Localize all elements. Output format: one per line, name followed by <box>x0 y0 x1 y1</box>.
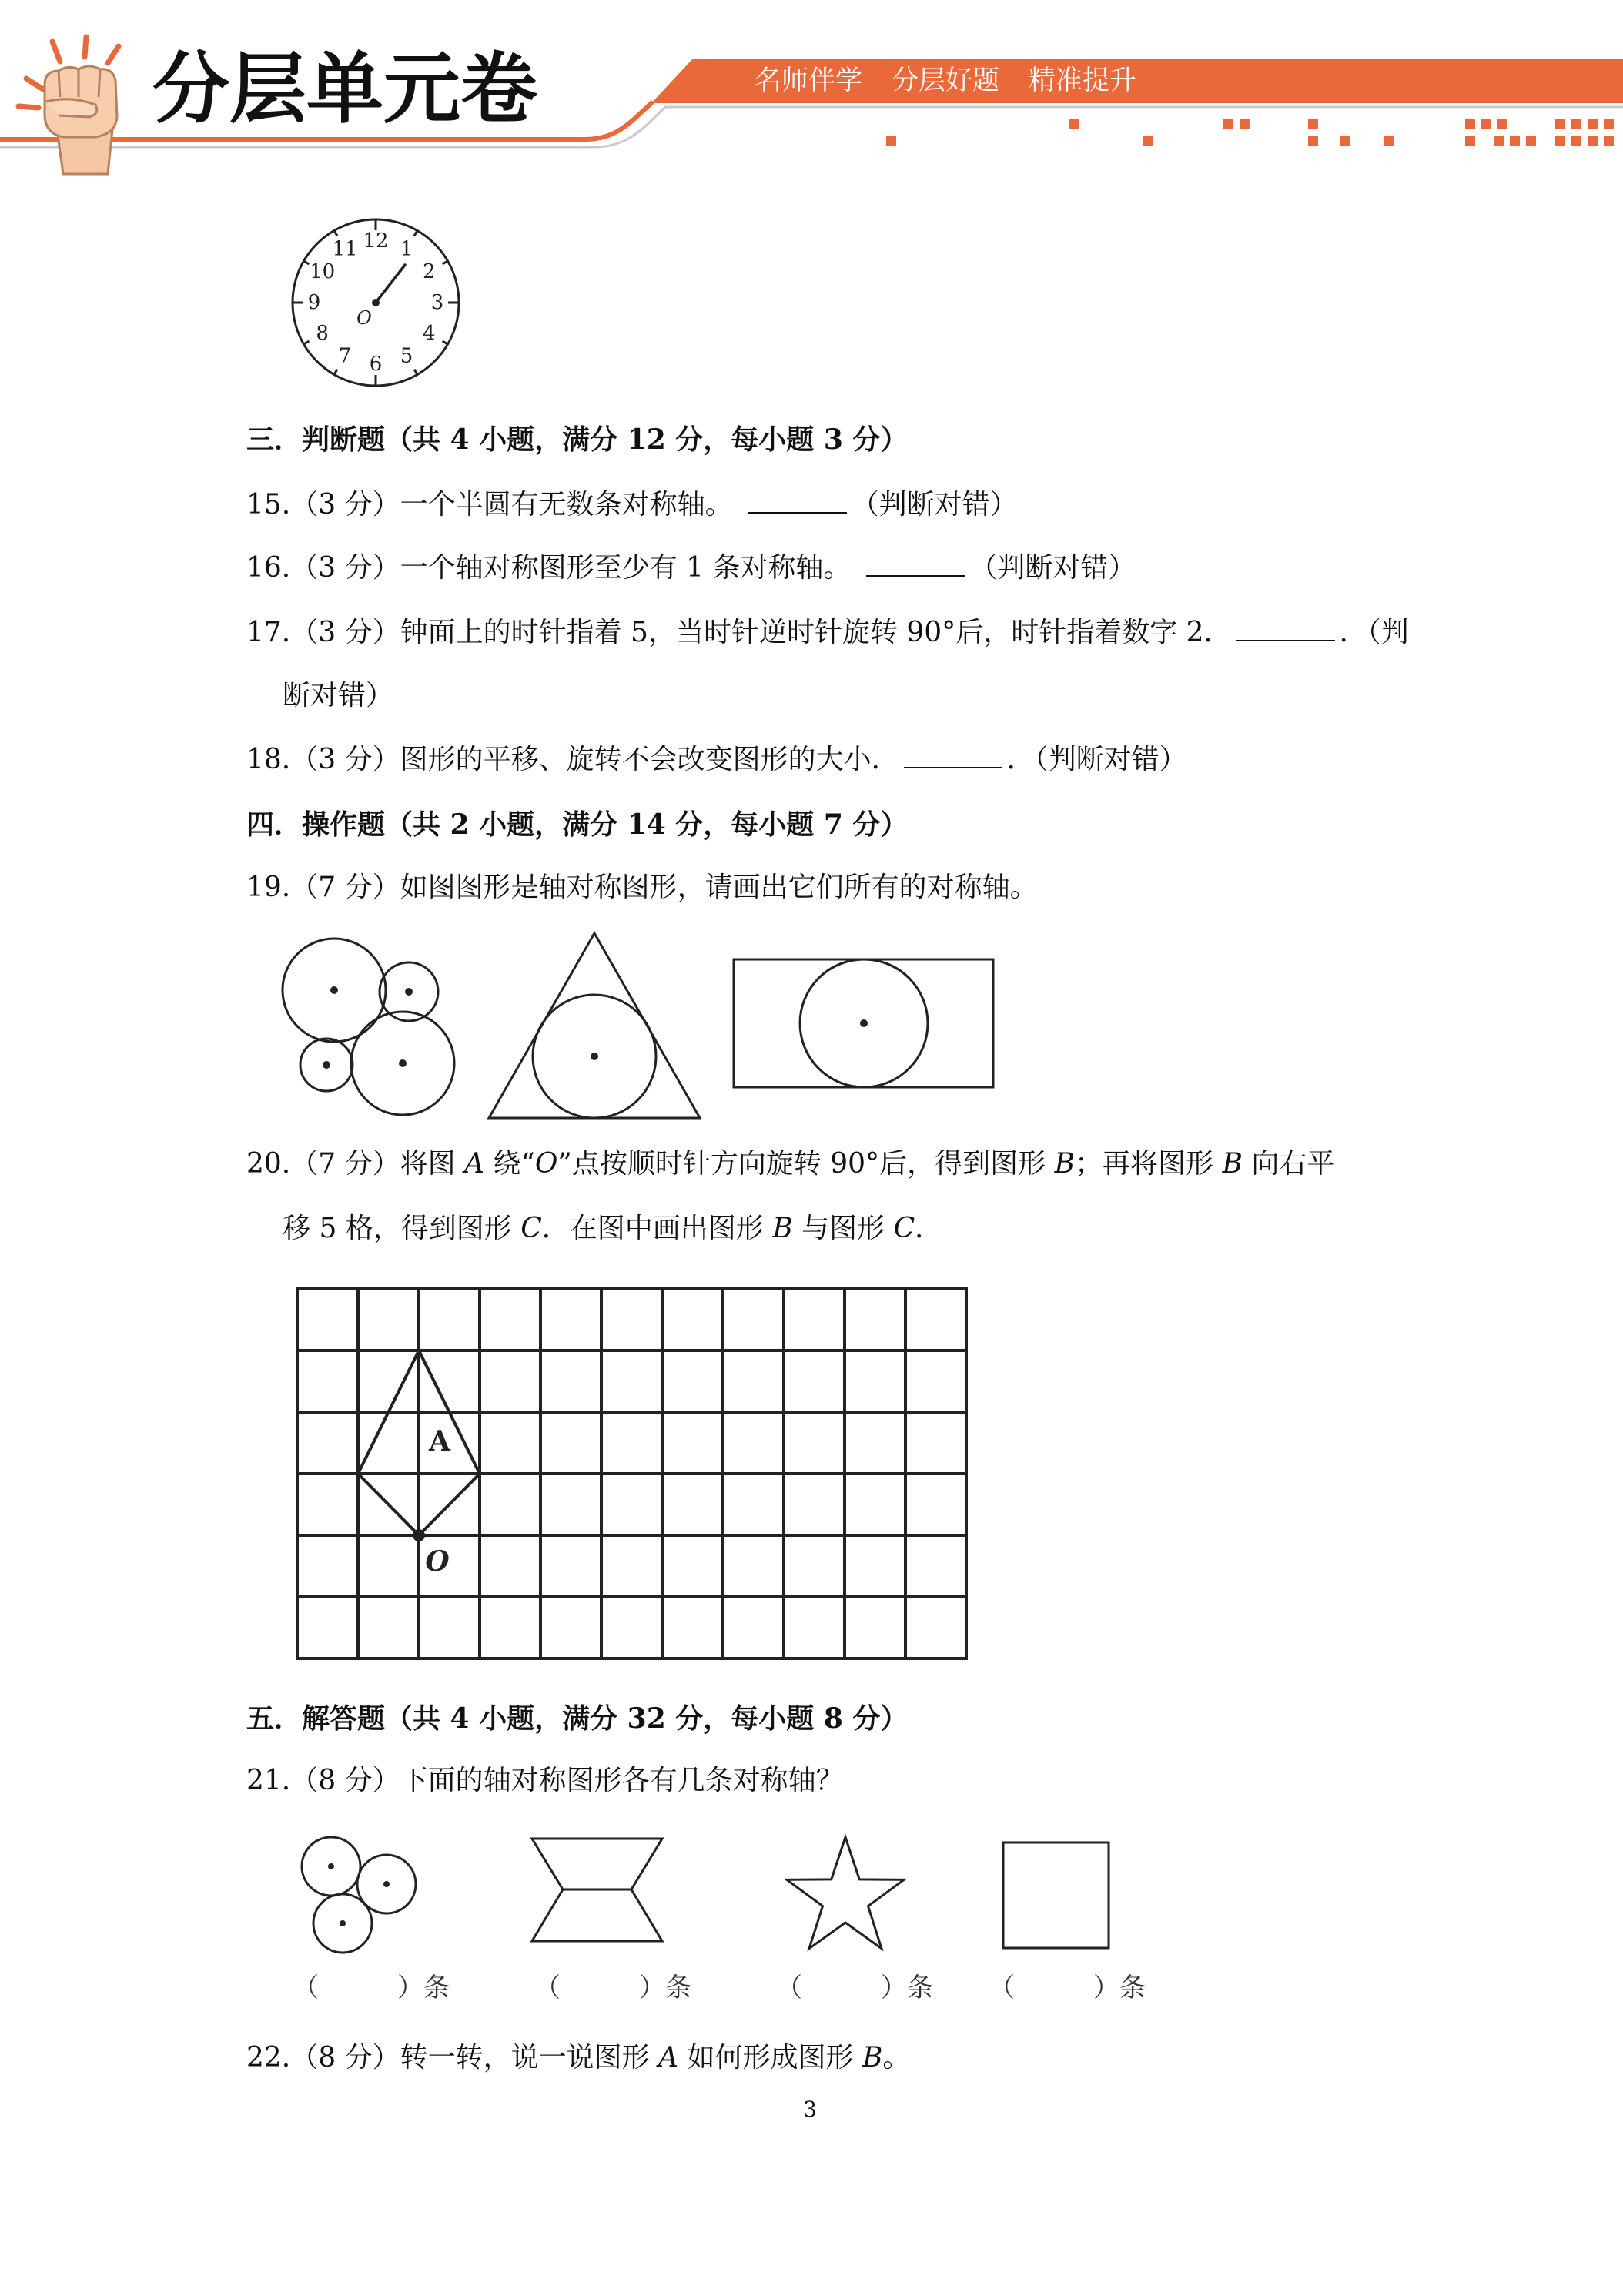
clock-number: 10 <box>310 260 336 283</box>
math-var: A <box>658 2042 679 2073</box>
question-text: ． <box>915 1213 943 1244</box>
clock-tick <box>334 370 337 375</box>
center-dot <box>330 986 338 994</box>
shape-a-label: A <box>429 1425 450 1458</box>
four-circles-figure <box>277 932 462 1124</box>
fist-icon <box>9 31 148 177</box>
hourglass-shape <box>532 1839 662 1941</box>
ray <box>108 46 119 63</box>
decor-square <box>1240 119 1250 129</box>
grid-lines <box>297 1289 966 1658</box>
math-var: B <box>1054 1148 1075 1180</box>
question-text: 18.（3 分）图形的平移、旋转不会改变图形的大小． <box>246 744 899 775</box>
clock-tick <box>414 231 417 236</box>
question-text: 如何形成图形 <box>678 2042 862 2073</box>
clock-number: 9 <box>307 291 321 314</box>
question-hint: ．（判断对错） <box>1006 744 1187 775</box>
decor-square <box>1571 136 1581 146</box>
math-var: B <box>862 2042 883 2073</box>
triangle-circle-figure <box>481 924 708 1128</box>
question-text: 16.（3 分）一个轴对称图形至少有 1 条对称轴。 <box>246 552 852 584</box>
question-17 <box>246 618 1409 648</box>
question-18 <box>246 745 1187 775</box>
clock-number: 11 <box>332 237 358 261</box>
question-hint: （判断对错） <box>851 489 1018 520</box>
center-dot <box>860 1019 868 1027</box>
question-text: 与图形 <box>792 1213 894 1244</box>
ray <box>85 37 86 57</box>
math-var: A <box>464 1148 485 1180</box>
decor-square <box>1555 136 1565 146</box>
clock-number: 3 <box>430 291 444 314</box>
math-var: O <box>534 1148 558 1180</box>
clock-number: 4 <box>423 322 436 345</box>
decor-square <box>1143 136 1153 146</box>
ray <box>18 106 38 108</box>
clock-center-dot <box>372 299 380 306</box>
hourglass-figure <box>524 1831 670 1950</box>
decor-square <box>1588 136 1598 146</box>
decor-square <box>1555 119 1565 129</box>
center-dot <box>328 1863 334 1869</box>
math-var: C <box>893 1213 915 1244</box>
question-text: ；再将图形 <box>1075 1148 1223 1180</box>
decor-square <box>1069 119 1079 129</box>
rectangle-circle-figure <box>728 953 1001 1093</box>
answer-label: （ ）条 <box>534 1973 691 2003</box>
question-19: 19.（7 分）如图图形是轴对称图形，请画出它们所有的对称轴。 <box>246 872 1038 903</box>
decor-squares <box>886 119 1614 146</box>
math-var: B <box>772 1213 793 1244</box>
slogan: 名师伴学 <box>755 65 863 96</box>
decor-square <box>1384 136 1394 146</box>
ray <box>26 79 43 89</box>
answer-blank <box>748 490 847 514</box>
decor-square <box>1465 136 1475 146</box>
clock-number: 6 <box>369 353 383 376</box>
clock-tick <box>414 370 417 375</box>
question-20 <box>246 1149 1334 1180</box>
answer-label: （ ）条 <box>776 1973 933 2003</box>
decor-square <box>1497 119 1507 129</box>
question-hint: ．（判 <box>1339 617 1409 648</box>
clock-tick <box>443 261 448 264</box>
question-22 <box>246 2043 910 2073</box>
question-text: 17.（3 分）钟面上的时针指着 5，当时针逆时针旋转 90°后，时针指着数字 2． <box>246 617 1232 648</box>
decor-square <box>1494 136 1504 146</box>
answer-label: （ ）条 <box>293 1973 450 2003</box>
clock-number: 2 <box>423 260 436 283</box>
slogan: 精准提升 <box>1029 65 1137 96</box>
math-var: B <box>1222 1148 1243 1180</box>
clock-hand <box>376 265 405 303</box>
question-16 <box>246 553 1136 584</box>
decor-square <box>1571 119 1581 129</box>
decor-square <box>1588 119 1598 129</box>
clock-center-label: O <box>356 307 372 329</box>
decor-square <box>1510 136 1520 146</box>
question-text: 移 5 格，得到图形 <box>283 1213 521 1244</box>
center-dot <box>323 1061 330 1069</box>
answer-blank <box>1236 618 1335 641</box>
center-dot <box>405 988 413 996</box>
question-text: 15.（3 分）一个半圆有无数条对称轴。 <box>246 489 733 520</box>
slogan: 分层好题 <box>892 65 1000 96</box>
question-text: 。 <box>882 2042 911 2073</box>
answer-blank <box>866 554 965 577</box>
ray <box>52 42 60 62</box>
clock-tick <box>334 231 337 236</box>
question-text: ．在图中画出图形 <box>541 1213 773 1244</box>
question-text: 向右平 <box>1242 1148 1335 1180</box>
question-21: 21.（8 分）下面的轴对称图形各有几条对称轴？ <box>246 1765 844 1796</box>
decor-square <box>1604 136 1614 146</box>
question-17-continuation: 断对错） <box>283 680 394 711</box>
section-heading-3: 三．判断题（共 4 小题，满分 12 分，每小题 3 分） <box>246 423 909 456</box>
section-heading-5: 五．解答题（共 4 小题，满分 32 分，每小题 8 分） <box>246 1702 909 1735</box>
header-title: 分层单元卷 <box>152 44 537 134</box>
question-text: ”点按顺时针方向旋转 90°后，得到图形 <box>557 1148 1055 1180</box>
clock-number: 5 <box>400 344 413 368</box>
page-number: 3 <box>803 2097 817 2122</box>
math-var: C <box>520 1213 542 1244</box>
center-dot <box>591 1053 598 1060</box>
clock-number: 7 <box>338 344 352 368</box>
question-text: 绕“ <box>484 1148 535 1180</box>
clock-number: 1 <box>400 237 413 261</box>
center-dot <box>340 1920 346 1926</box>
question-hint: （判断对错） <box>969 552 1136 584</box>
answer-blank <box>904 745 1002 768</box>
decor-square <box>1223 119 1233 129</box>
decor-square <box>1340 136 1350 146</box>
question-text: 22.（8 分）转一转，说一说图形 <box>246 2042 659 2073</box>
question-15 <box>246 490 1018 520</box>
decor-square <box>1604 119 1614 129</box>
question-20-continuation <box>283 1213 942 1244</box>
clock-tick <box>304 341 310 344</box>
triangle <box>489 933 700 1118</box>
square-figure <box>997 1836 1116 1956</box>
clock-tick <box>443 341 448 344</box>
grid-figure <box>294 1286 970 1663</box>
answer-label: （ ）条 <box>989 1973 1146 2003</box>
star-figure <box>778 1831 915 1962</box>
decor-square <box>1526 136 1536 146</box>
center-dot <box>383 1881 390 1887</box>
decor-square <box>1308 119 1318 129</box>
point-o-label: O <box>425 1545 450 1578</box>
square <box>1003 1842 1109 1948</box>
decor-square <box>1481 119 1491 129</box>
question-text: 20.（7 分）将图 <box>246 1148 465 1180</box>
star-shape <box>787 1837 904 1949</box>
center-dot <box>399 1059 407 1067</box>
decor-square <box>1308 136 1318 146</box>
clock-tick <box>304 261 310 264</box>
decor-square <box>886 136 896 146</box>
clock-number: 8 <box>316 322 329 345</box>
section-heading-4: 四．操作题（共 2 小题，满分 14 分，每小题 7 分） <box>246 808 909 841</box>
header-slogans <box>755 65 1166 97</box>
three-circles-figure <box>293 1829 423 1960</box>
clock-figure <box>288 215 463 390</box>
rotation-point-o <box>413 1529 425 1541</box>
decor-square <box>1465 119 1475 129</box>
clock-number: 12 <box>363 229 389 253</box>
